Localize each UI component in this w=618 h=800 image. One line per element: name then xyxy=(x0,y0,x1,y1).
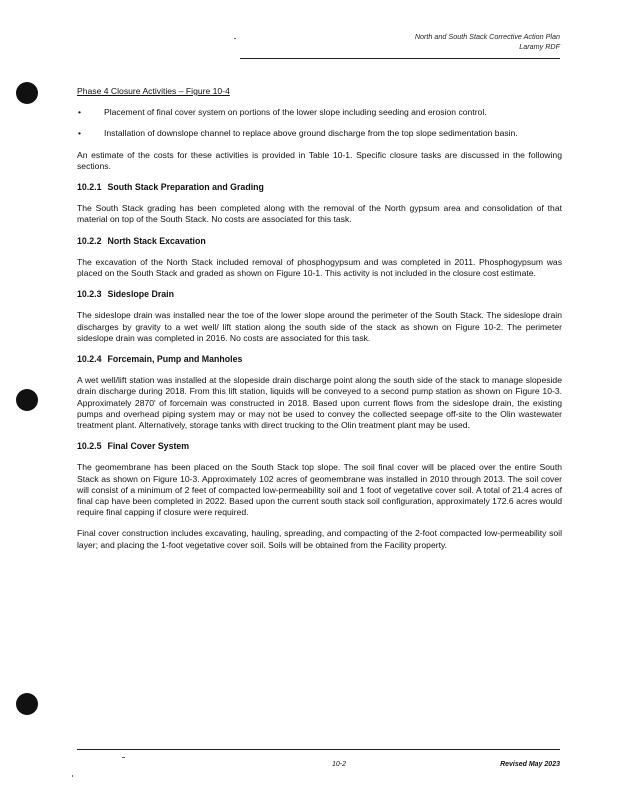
section-title: Forcemain, Pump and Manholes xyxy=(107,354,243,365)
section-number: 10.2.2 xyxy=(77,235,102,246)
section-paragraph: The excavation of the North Stack included removal of phosphogypsum and was completed in 2011. Phosphogypsum was placed on the South Stack and graded as shown on Figure 10-1. This activity is not included in the closure cost estimate. xyxy=(77,256,562,279)
section-heading xyxy=(77,289,562,300)
section-10-2-2 xyxy=(77,236,562,280)
bullet-item xyxy=(77,107,562,118)
section-number: 10.2.4 xyxy=(77,354,102,365)
body-content xyxy=(77,86,562,561)
phase-title: Phase 4 Closure Activities – Figure 10-4 xyxy=(77,86,230,96)
header-rule xyxy=(240,58,560,59)
punch-hole xyxy=(16,389,38,411)
section-number: 10.2.5 xyxy=(77,441,102,452)
bullet-text: Placement of final cover system on portions of the lower slope including seeding and erosion control. xyxy=(104,107,487,118)
section-10-2-1 xyxy=(77,182,562,226)
bullet-glyph: • xyxy=(78,128,82,139)
header-subtitle: Laramy RDF xyxy=(519,42,560,51)
section-heading xyxy=(77,441,562,452)
punch-hole xyxy=(16,693,38,715)
scan-speck xyxy=(72,775,73,777)
section-heading xyxy=(77,236,562,247)
activity-bullet-list xyxy=(77,107,562,139)
section-number: 10.2.1 xyxy=(77,182,102,193)
section-title: North Stack Excavation xyxy=(107,235,206,246)
section-10-2-5 xyxy=(77,441,562,551)
section-paragraph: The sideslope drain was installed near the toe of the lower slope around the perimeter of the South Stack. The sideslope drain discharges by gravity to a wet well/ lift station along the south side of the stack as shown on Figure 10-2. The perimeter sideslope drain was completed in 2016. No costs are associated for this task. xyxy=(77,310,562,343)
section-paragraph: Final cover construction includes excavating, hauling, spreading, and compacting of the 2-foot compacted low-permeability soil layer; and placing the 1-foot vegetative cover soil. Soils will be obtained from the Facility property. xyxy=(77,528,562,550)
bullet-text: Installation of downslope channel to replace above ground discharge from the top slope sedimentation basin. xyxy=(104,128,518,139)
section-paragraph: The geomembrane has been placed on the South Stack top slope. The soil final cover will be placed over the entire South Stack as shown on Figure 10-3. Approximately 102 acres of geomembrane was installed in 2010 through 2013. The soil cover will consist of a minimum of 2 feet of compacted low-permeability soil and 1 foot of vegetative cover soil. A total of 21.4 acres of final cap have been completed in 2022. Based upon the current south stack soil configuration, approximately 172.6 acres would require final capping if closure were required. xyxy=(77,462,562,518)
section-heading xyxy=(77,354,562,365)
section-title: South Stack Preparation and Grading xyxy=(107,182,264,193)
header-title: North and South Stack Corrective Action Plan xyxy=(414,32,560,41)
scan-speck xyxy=(122,757,125,758)
intro-paragraph: An estimate of the costs for these activities is provided in Table 10-1. Specific closure tasks are discussed in the following sections. xyxy=(77,149,562,171)
page-header xyxy=(415,32,560,52)
section-title: Sideslope Drain xyxy=(107,289,174,300)
section-paragraph: The South Stack grading has been completed along with the removal of the North gypsum area and consolidation of that material on top of the South Stack. No costs are associated for this task. xyxy=(77,203,562,225)
scan-speck xyxy=(234,38,236,39)
footer-rule xyxy=(77,749,560,750)
section-10-2-3 xyxy=(77,289,562,344)
punch-hole xyxy=(16,82,38,104)
section-title: Final Cover System xyxy=(107,441,190,452)
page-number: 10-2 xyxy=(331,761,346,768)
section-paragraph: A wet well/lift station was installed at the slopeside drain discharge point along the south side of the stack to manage slopeside drain discharge during 2018. From this lift station, liquids will be conveyed to a second pump station as shown on Figure 10-3. Approximately 2870' of forcemain was constructed in 2018. Based upon current flows from the sideslope drain, the existing pumps and overhead piping system may or may not be used to convey the collected seepage off-site to the Olin wastewater treatment plant. Alternatively, storage tanks with direct trucking to the Olin treatment plant may be used. xyxy=(77,375,562,431)
revision-date: Revised May 2023 xyxy=(500,761,560,768)
section-10-2-4 xyxy=(77,354,562,431)
bullet-item xyxy=(77,128,562,139)
bullet-glyph: • xyxy=(78,107,82,118)
section-number: 10.2.3 xyxy=(77,289,102,300)
section-heading xyxy=(77,182,562,193)
